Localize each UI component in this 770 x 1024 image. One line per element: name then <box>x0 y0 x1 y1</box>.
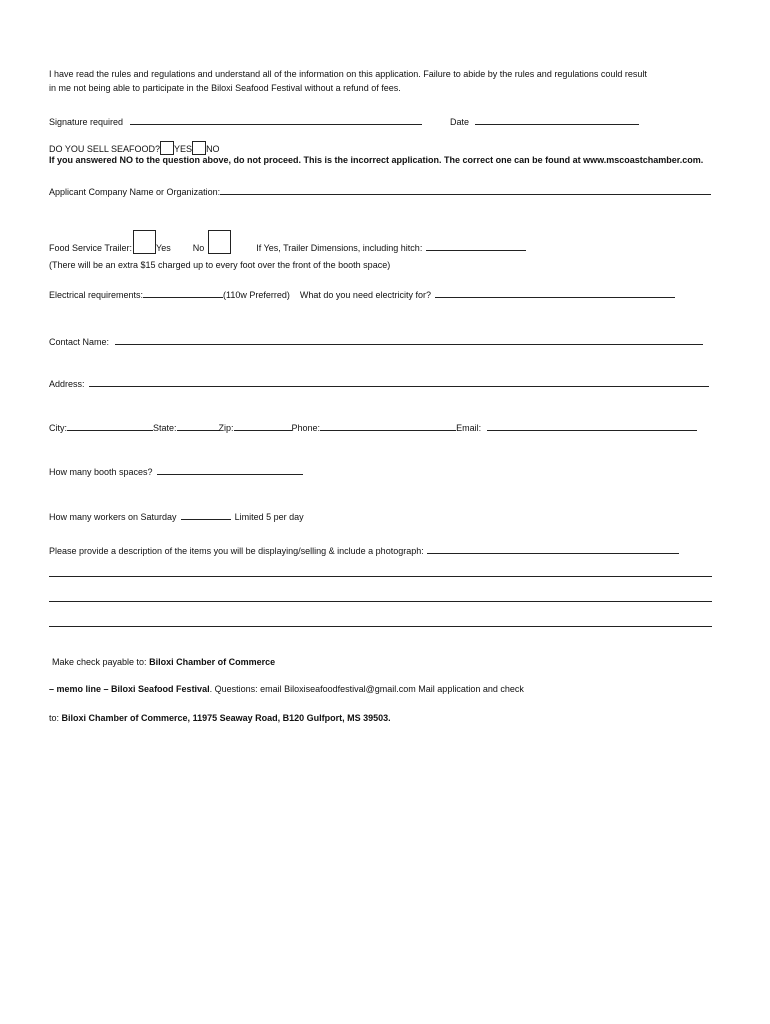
date-field[interactable] <box>475 115 639 125</box>
seafood-no-label: NO <box>206 144 220 154</box>
email-field[interactable] <box>487 421 697 431</box>
company-field[interactable] <box>220 185 711 195</box>
booth-field[interactable] <box>157 465 303 475</box>
date-row <box>450 115 639 128</box>
company-label: Applicant Company Name or Organization: <box>49 187 221 197</box>
seafood-question: DO YOU SELL SEAFOOD? <box>49 144 161 154</box>
signature-field[interactable] <box>130 115 422 125</box>
description-line-3[interactable] <box>49 601 712 602</box>
phone-label: Phone: <box>291 423 321 433</box>
zip-field[interactable] <box>234 421 292 431</box>
seafood-yes-label: YES <box>174 144 193 154</box>
zip-label: Zip: <box>218 423 234 433</box>
seafood-no-checkbox[interactable] <box>192 141 206 155</box>
trailer-row <box>49 230 526 254</box>
electrical-preferred: (110w Preferred) <box>223 290 290 300</box>
address-row <box>49 377 709 390</box>
booth-label: How many booth spaces? <box>49 467 153 477</box>
description-line-4[interactable] <box>49 626 712 627</box>
intro-line-1: I have read the rules and regulations and understand all of the information on this application. Failure to abide by the rules and regulations could result <box>49 69 647 79</box>
address-label: Address: <box>49 379 85 389</box>
phone-field[interactable] <box>320 421 456 431</box>
payment-memo: Biloxi Seafood Festival <box>111 684 210 694</box>
electrical-label: Electrical requirements: <box>49 290 144 300</box>
workers-limit: Limited 5 per day <box>234 512 304 522</box>
state-label: State: <box>153 423 177 433</box>
address-field[interactable] <box>89 377 709 387</box>
trailer-dims-field[interactable] <box>426 241 526 251</box>
signature-row <box>49 115 422 128</box>
payment-prefix: Make check payable to: <box>52 657 147 667</box>
payment-memo-row <box>49 684 524 695</box>
contact-label: Contact Name: <box>49 337 110 347</box>
city-field[interactable] <box>67 421 153 431</box>
payment-to: to: <box>49 713 60 723</box>
contact-field[interactable] <box>115 335 703 345</box>
company-row <box>49 185 711 198</box>
city-label: City: <box>49 423 67 433</box>
electrical-row <box>49 288 675 301</box>
seafood-yes-checkbox[interactable] <box>160 141 174 155</box>
workers-field[interactable] <box>181 510 231 520</box>
email-label: Email: <box>456 423 482 433</box>
electrical-question: What do you need electricity for? <box>299 290 431 300</box>
trailer-yes-label: Yes <box>156 243 171 253</box>
trailer-no-label: No <box>192 243 205 253</box>
extra-charge-note: (There will be an extra $15 charged up to every foot over the front of the booth space) <box>49 260 391 270</box>
contact-row <box>49 335 703 348</box>
payment-address-row <box>49 713 391 724</box>
payment-payee-row <box>52 657 275 668</box>
description-line-2[interactable] <box>49 576 712 577</box>
trailer-label: Food Service Trailer: <box>49 243 133 253</box>
description-label: Please provide a description of the items you will be displaying/selling & include a photograph: <box>49 546 424 556</box>
description-row <box>49 544 679 557</box>
seafood-question-row <box>49 141 220 155</box>
signature-label: Signature required <box>49 117 124 127</box>
workers-row <box>49 510 304 523</box>
payment-address: Biloxi Chamber of Commerce, 11975 Seaway Road, B120 Gulfport, MS 39503. <box>61 713 391 723</box>
electrical-field[interactable] <box>143 288 223 298</box>
intro-line-2: in me not being able to participate in the Biloxi Seafood Festival without a refund of fees. <box>49 83 401 93</box>
workers-label: How many workers on Saturday <box>49 512 177 522</box>
electrical-use-field[interactable] <box>435 288 675 298</box>
description-field[interactable] <box>427 544 679 554</box>
trailer-dims-label: If Yes, Trailer Dimensions, including hitch: <box>256 243 423 253</box>
location-row <box>49 421 697 434</box>
date-label: Date <box>450 117 470 127</box>
payment-memo-prefix: – memo line – <box>49 684 109 694</box>
state-field[interactable] <box>177 421 219 431</box>
trailer-no-checkbox[interactable] <box>208 230 231 254</box>
payment-questions: . Questions: email Biloxiseafoodfestival@gmail.com Mail application and check <box>209 684 524 694</box>
trailer-yes-checkbox[interactable] <box>133 230 156 254</box>
payment-payee: Biloxi Chamber of Commerce <box>149 657 276 667</box>
booth-row <box>49 465 303 478</box>
seafood-warning: If you answered NO to the question above, do not proceed. This is the incorrect application. The correct one can be found at www.mscoastchamber.com. <box>49 155 704 165</box>
